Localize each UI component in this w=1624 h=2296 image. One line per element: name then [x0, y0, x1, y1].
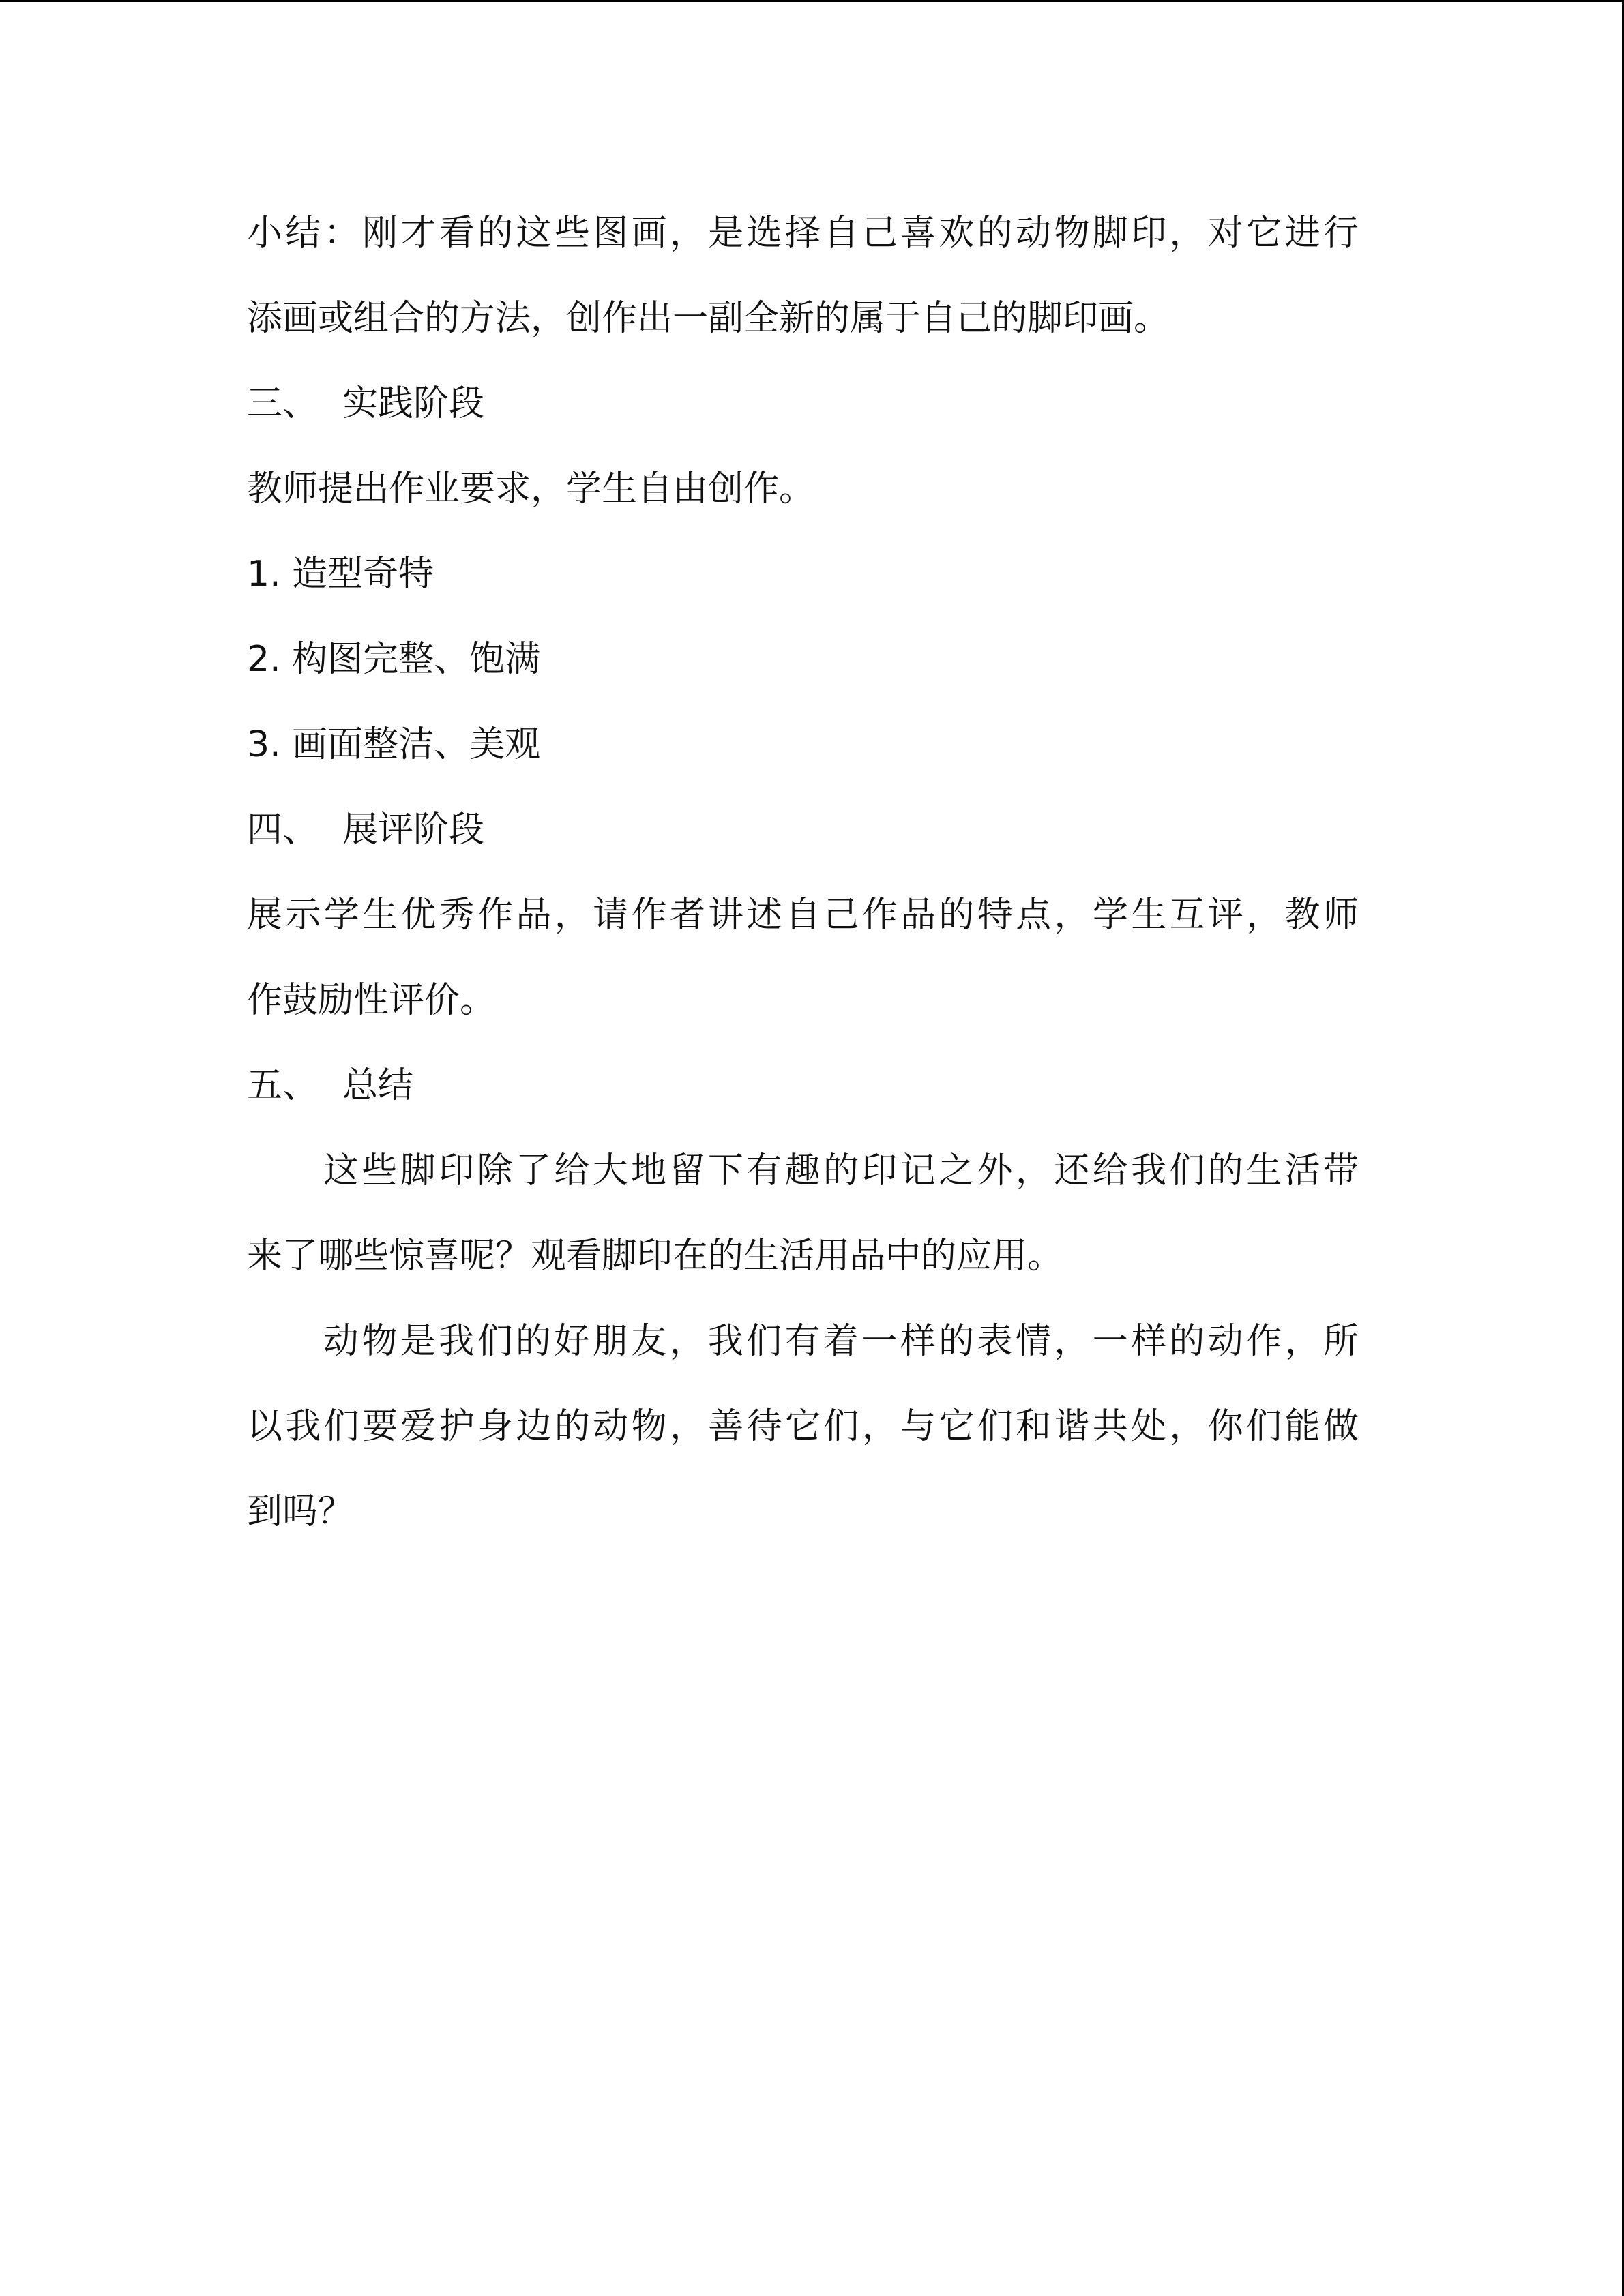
section-5-number: 五、	[247, 1065, 319, 1106]
conclusion-paragraph-2-line-3: 到吗？	[247, 1491, 354, 1532]
conclusion-paragraph-1-line-2: 来了哪些惊喜呢？观看脚印在的生活用品中的应用。	[247, 1236, 1063, 1277]
conclusion-paragraph-2-line-1: 动物是我们的好朋友，我们有着一样的表情，一样的动作，所	[323, 1321, 1359, 1362]
section-5-title: 总结	[342, 1065, 414, 1106]
conclusion-paragraph-2-line-2: 以我们要爱护身边的动物，善待它们，与它们和谐共处，你们能做	[247, 1406, 1359, 1447]
section-3-heading	[247, 380, 484, 428]
section-3-title: 实践阶段	[342, 383, 485, 424]
conclusion-paragraph-1-line-1: 这些脚印除了给大地留下有趣的印记之外，还给我们的生活带	[323, 1150, 1359, 1191]
page-edge-top	[0, 0, 1624, 2]
summary-line-1: 小结：刚才看的这些图画，是选择自己喜欢的动物脚印，对它进行	[247, 213, 1359, 254]
section-4-line-2: 作鼓励性评价。	[247, 980, 496, 1021]
section-4-title: 展评阶段	[342, 809, 485, 850]
requirement-item-2: 2. 构图完整、饱满	[247, 639, 541, 680]
section-5-heading	[247, 1062, 413, 1109]
section-3-number: 三、	[247, 383, 319, 424]
section-4-number: 四、	[247, 809, 319, 850]
requirement-item-1: 1. 造型奇特	[247, 554, 434, 595]
section-4-line-1: 展示学生优秀作品，请作者讲述自己作品的特点，学生互评，教师	[247, 895, 1359, 936]
section-4-heading	[247, 806, 484, 854]
section-3-intro: 教师提出作业要求，学生自由创作。	[247, 468, 815, 509]
requirement-item-3: 3. 画面整洁、美观	[247, 724, 541, 765]
summary-line-2: 添画或组合的方法，创作出一副全新的属于自己的脚印画。	[247, 298, 1170, 339]
